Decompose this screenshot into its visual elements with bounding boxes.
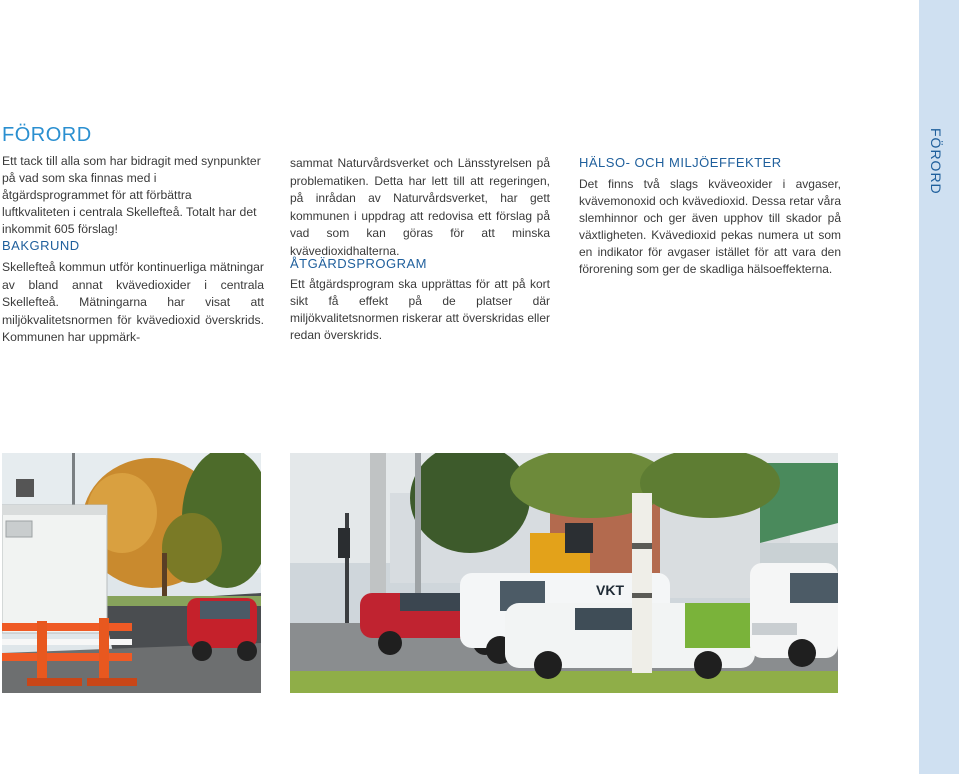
sidebar-band — [919, 0, 959, 774]
bakgrund-paragraph-part1: Skellefteå kommun utför kontinuerliga mätningar av bland annat kvävedioxider i centrala Skellefteå. Mätningarna har visat att miljökvalitetsnormen för kvävedioxid överskrids. Kommunen har uppmärk- — [2, 260, 264, 344]
traffic-street-photo — [290, 453, 838, 693]
bakgrund-paragraph-part2: sammat Naturvårdsverket och Länsstyrelsen på problematiken. Detta har lett till att regeringen, på inrådan av Naturvårdsverket, har gett kommunen i uppdrag att redovisa ett förslag på vad som kan göras för att minska kvävedioxidhalterna. — [290, 156, 550, 258]
halso-paragraph: Det finns två slags kväveoxider i avgaser, kvävemonoxid och kvävedioxid. Dessa retar våra slemhinnor och ger även upphov till skador på växtligheten. Kvävedioxid pekas numera ut som en indikator för avgaser istället för att vara den förorening som ger de skadliga hälsoeffekterna. — [579, 177, 841, 276]
measurement-station-photo — [2, 453, 261, 693]
van-logo-text: VKT — [596, 582, 624, 598]
halso-heading: HÄLSO- OCH MILJÖEFFEKTER — [579, 155, 782, 170]
atgardsprogram-paragraph: Ett åtgärdsprogram ska upprättas för att på kort sikt få effekt på de platser där miljökvalitetsnormen riskerar att överskridas eller redan överskrids. — [290, 277, 550, 342]
bakgrund-heading: BAKGRUND — [2, 238, 80, 253]
page-title: FÖRORD — [2, 124, 92, 146]
atgardsprogram-heading: ÅTGÄRDSPROGRAM — [290, 256, 428, 271]
forord-paragraph: Ett tack till alla som har bidragit med synpunkter på vad som ska finnas med i åtgärdsprogrammet för att förbättra luftkvaliteten i centrala Skellefteå. Totalt har det inkommit 605 förslag! — [2, 154, 261, 236]
sidebar-section-label: FÖRORD — [928, 128, 944, 195]
